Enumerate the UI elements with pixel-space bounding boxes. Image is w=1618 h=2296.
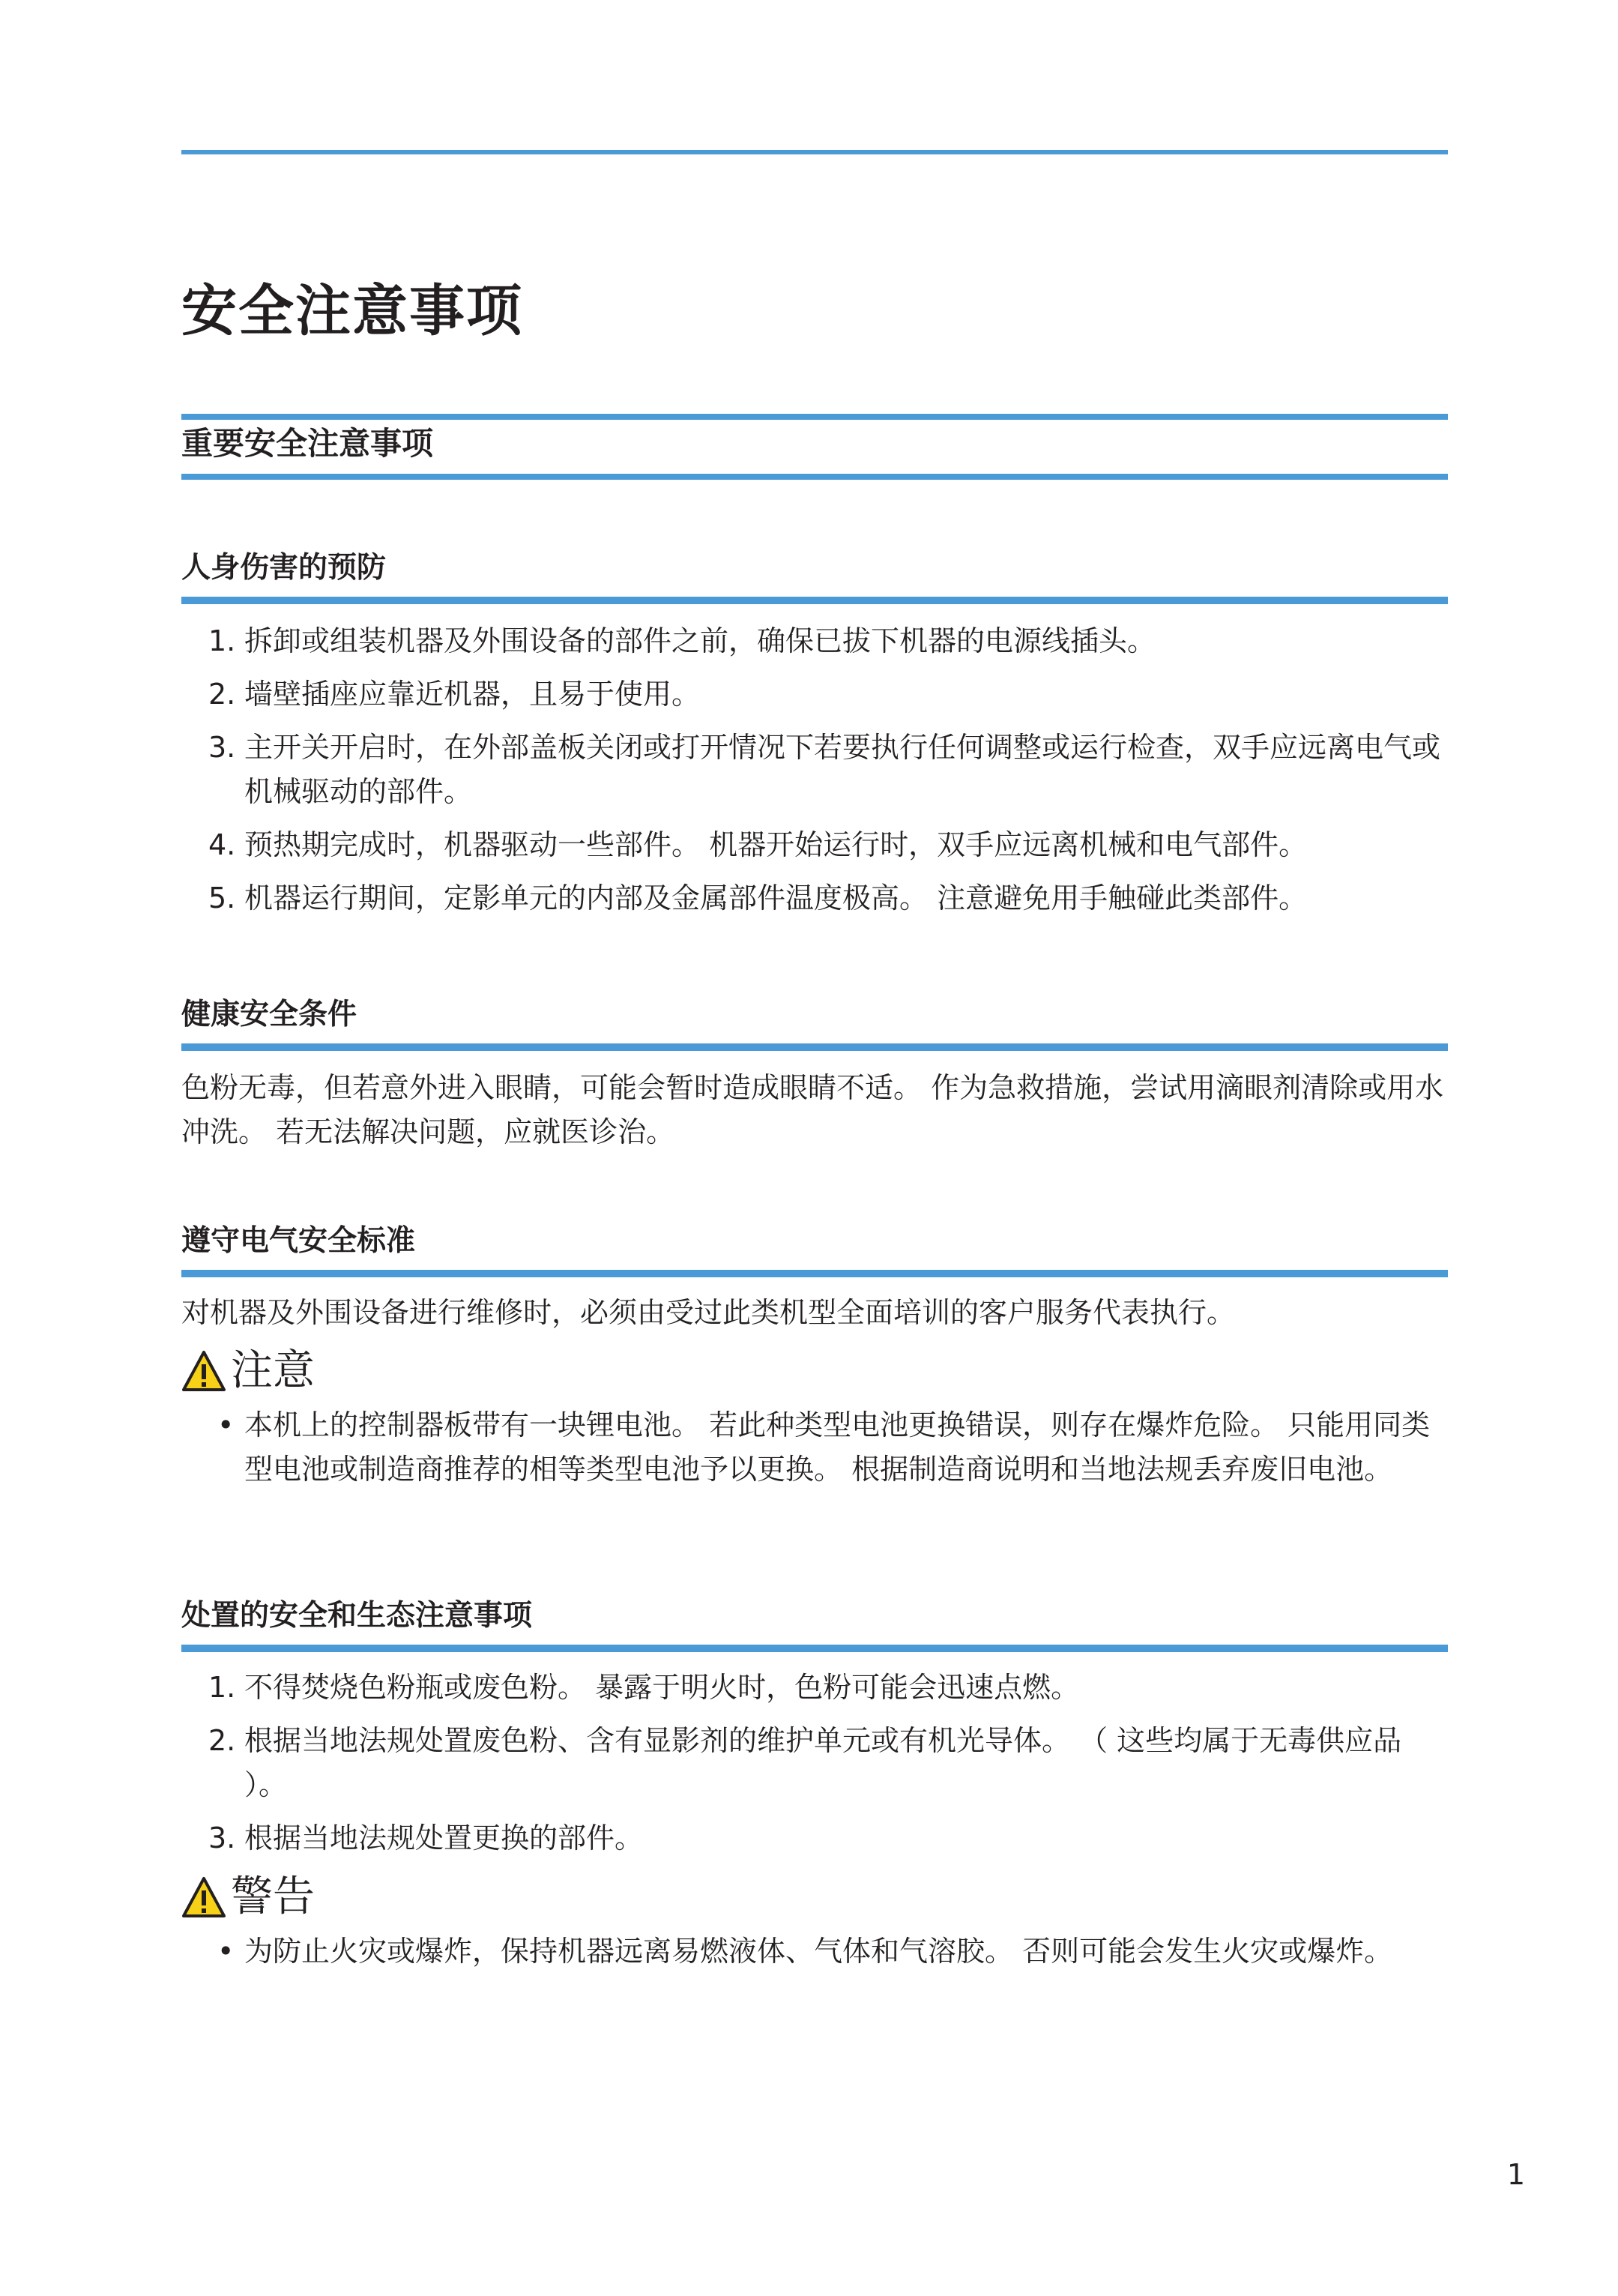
page-number: 1	[1506, 2158, 1525, 2191]
personal-injury-rule	[181, 597, 1448, 604]
step-number: 3.	[208, 731, 236, 764]
section-title: 重要安全注意事项	[181, 425, 434, 462]
step-text: 机器运行期间，定影单元的内部及金属部件温度极高。 注意避免用手触碰此类部件。	[244, 882, 1308, 915]
caution-text: 本机上的控制器板带有一块锂电池。 若此种类型电池更换错误，则存在爆炸危险。 只能用同类型电池或制造商推荐的相等类型电池予以更换。 根据制造商说明和当地法规丢弃废旧电池。	[244, 1408, 1431, 1486]
step-text: 墙壁插座应靠近机器，且易于使用。	[244, 678, 701, 711]
step-number: 1.	[208, 1671, 236, 1704]
step-text: 预热期完成时，机器驱动一些部件。 机器开始运行时，双手应远离机械和电气部件。	[244, 828, 1308, 861]
list-item	[181, 1816, 1448, 1860]
caution-list	[181, 1403, 1448, 1492]
health-safety-text: 色粉无毒，但若意外进入眼睛，可能会暂时造成眼睛不适。 作为急救措施，尝试用滴眼剂清除或用水冲洗。 若无法解决问题，应就医诊治。	[181, 1071, 1444, 1148]
warning-text: 为防止火灾或爆炸，保持机器远离易燃液体、气体和气溶胶。 否则可能会发生火灾或爆炸。	[244, 1935, 1393, 1968]
personal-injury-steps	[181, 619, 1448, 920]
step-text: 根据当地法规处置废色粉、含有显影剂的维护单元或有机光导体。 （ 这些均属于无毒供应品 ）。	[244, 1724, 1402, 1801]
list-item	[181, 1666, 1448, 1710]
step-number: 1.	[208, 624, 236, 657]
section-rule-top	[181, 414, 1448, 420]
electrical-text: 对机器及外围设备进行维修时，必须由受过此类机型全面培训的客户服务代表执行。	[181, 1296, 1236, 1329]
electrical-heading: 遵守电气安全标准	[181, 1224, 416, 1258]
section-rule-bottom	[181, 474, 1448, 480]
list-item	[181, 726, 1448, 814]
warning-label: 警告	[231, 1872, 315, 1921]
list-item	[181, 823, 1448, 867]
bullet-icon: •	[217, 1408, 235, 1441]
top-rule	[181, 150, 1448, 154]
list-item	[181, 1929, 1448, 1974]
caution-header	[181, 1345, 1448, 1397]
step-number: 2.	[208, 678, 236, 711]
step-text: 拆卸或组装机器及外围设备的部件之前，确保已拔下机器的电源线插头。	[244, 624, 1156, 657]
step-text: 主开关开启时，在外部盖板关闭或打开情况下若要执行任何调整或运行检查，双手应远离电气或机械驱动的部件。	[244, 731, 1441, 808]
disposal-steps	[181, 1666, 1448, 1860]
caution-label: 注意	[231, 1346, 315, 1395]
step-text: 不得焚烧色粉瓶或废色粉。 暴露于明火时，色粉可能会迅速点燃。	[244, 1671, 1080, 1704]
health-safety-heading: 健康安全条件	[181, 998, 357, 1031]
disposal-rule	[181, 1645, 1448, 1652]
list-item	[181, 672, 1448, 717]
list-item	[181, 1403, 1448, 1492]
step-number: 3.	[208, 1822, 236, 1854]
warning-triangle-icon	[181, 1876, 226, 1918]
disposal-heading: 处置的安全和生态注意事项	[181, 1599, 533, 1633]
list-item	[181, 1719, 1448, 1807]
step-text: 根据当地法规处置更换的部件。	[244, 1822, 644, 1854]
electrical-rule	[181, 1270, 1448, 1277]
step-number: 2.	[208, 1724, 236, 1757]
step-number: 5.	[208, 882, 236, 915]
step-number: 4.	[208, 828, 236, 861]
list-item	[181, 876, 1448, 920]
warning-header	[181, 1871, 1448, 1923]
personal-injury-heading: 人身伤害的预防	[181, 551, 387, 585]
list-item	[181, 619, 1448, 663]
health-safety-rule	[181, 1043, 1448, 1051]
page-title: 安全注意事项	[181, 279, 523, 343]
warning-list	[181, 1929, 1448, 1974]
bullet-icon: •	[217, 1935, 235, 1968]
warning-triangle-icon	[181, 1350, 226, 1392]
